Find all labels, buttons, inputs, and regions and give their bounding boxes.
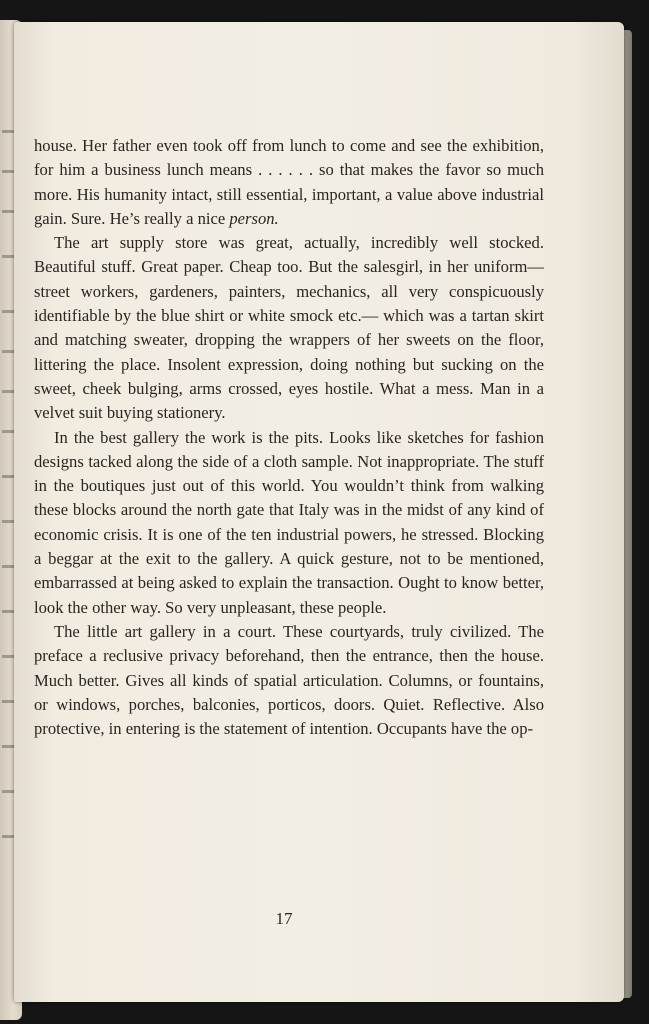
bleed-through-mark: [2, 430, 14, 433]
paragraph: The little art gallery in a court. These courtyards, truly civilized. The preface a reclusive privacy beforehand, then the entrance, then the house. Much better. Gives all kinds of spatial articulation. Columns, or fountains, or windows, porches, balconies, porticos, doors. Quiet. Reflective. Also protective, in entering is the statement of intention. Occupants have the op-: [34, 621, 544, 739]
bleed-through-mark: [2, 255, 14, 258]
paragraph-text: house. Her father even took off from lunch to come and see the exhibition, for him a business lunch means . . . . . . so that makes the favor so much more. His humanity intact, still essential, important, a value above industrial gain. Sure. He’s really a nice: [34, 136, 544, 228]
paragraph: [34, 134, 544, 231]
bleed-through-mark: [2, 655, 14, 658]
italic-word: person.: [229, 208, 279, 228]
bleed-through-mark: [2, 310, 14, 313]
bleed-through-mark: [2, 745, 14, 748]
bleed-through-mark: [2, 610, 14, 613]
bleed-through-mark: [2, 835, 14, 838]
bleed-through-mark: [2, 350, 14, 353]
bleed-through-mark: [2, 565, 14, 568]
paragraph: The art supply store was great, actually, incredibly well stocked. Beautiful stuff. Great paper. Cheap too. But the salesgirl, in her uniform—street workers, gardeners, painters, mechanics, all very conspicuously identifiable by the blue shirt or white smock etc.— which was a tartan skirt and matching sweater, dropping the wrappers of her sweets on the floor, littering the place. Insolent expression, doing nothing but sucking on the sweet, cheek bulging, arms crossed, eyes hostile. What a mess. Man in a velvet suit buying stationery.: [34, 233, 544, 423]
bleed-through-mark: [2, 475, 14, 478]
bleed-through-mark: [2, 790, 14, 793]
bleed-through-mark: [2, 700, 14, 703]
bleed-through-mark: [2, 520, 14, 523]
bleed-through-mark: [2, 130, 14, 133]
book-page: [14, 22, 624, 1002]
bleed-through-mark: [2, 390, 14, 393]
bleed-through-mark: [2, 170, 14, 173]
body-text: [34, 134, 544, 741]
page-number: 17: [275, 909, 293, 928]
paragraph: In the best gallery the work is the pits. Looks like sketches for fashion designs tacked along the side of a cloth sample. Not inappropriate. The stuff in the boutiques just out of this world. You wouldn’t think from walking these blocks around the north gate that Italy was in the midst of any kind of economic crisis. It is one of the ten industrial powers, he stressed. Blocking a beggar at the exit to the gallery. A quick gesture, not to be mentioned, embarrassed at being asked to explain the transaction. Ought to know better, look the other way. So very unpleasant, these people.: [34, 427, 544, 617]
bleed-through-mark: [2, 210, 14, 213]
